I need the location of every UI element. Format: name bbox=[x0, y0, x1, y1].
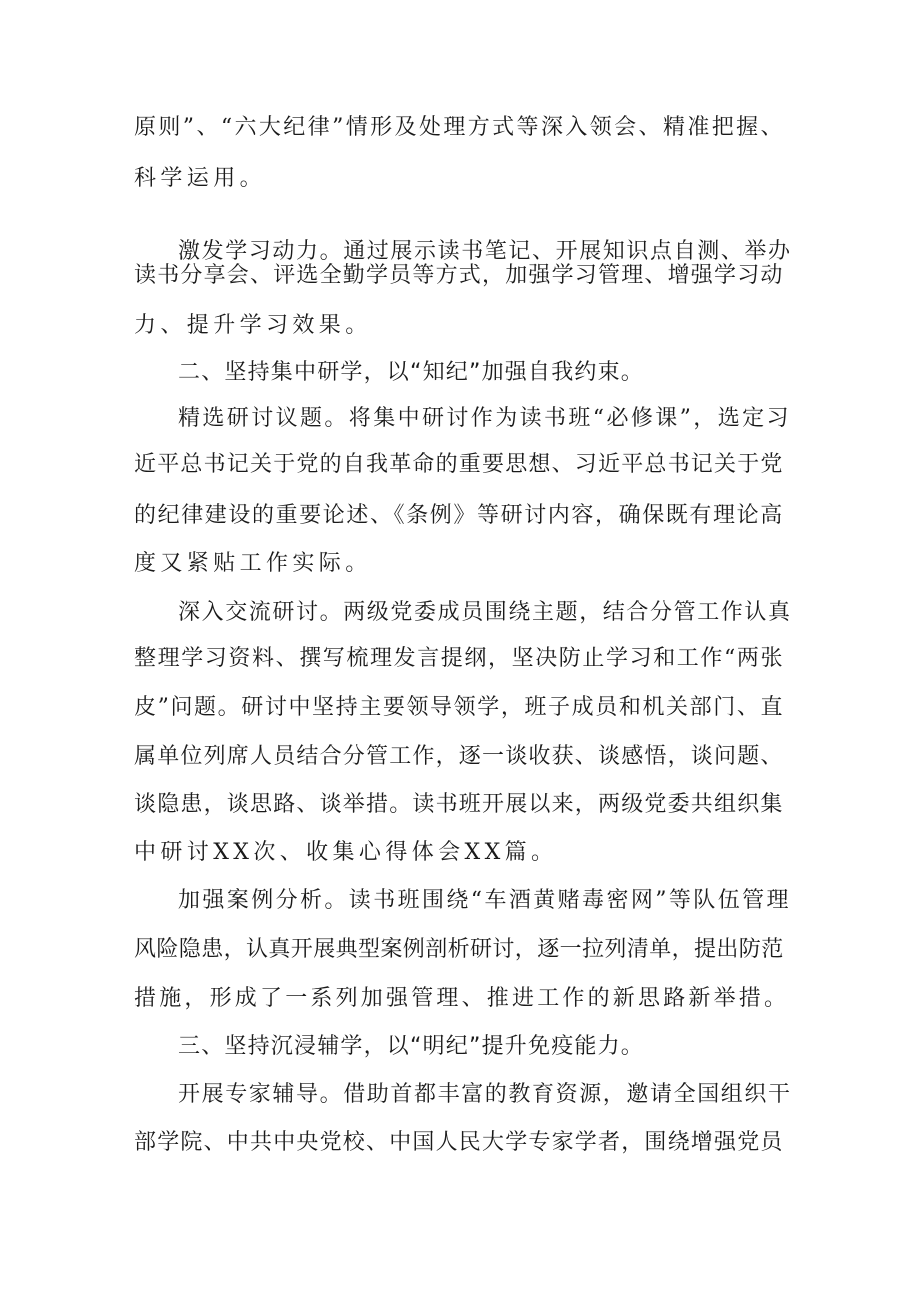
paragraph-line: 的纪律建设的重要论述、《条例》等研讨内容，确保既有理论高 bbox=[134, 503, 784, 528]
section-heading-3: 三、坚持沉浸辅学，以“明纪”提升免疫能力。 bbox=[178, 1034, 644, 1059]
paragraph-line: 开展专家辅导。借助首都丰富的教育资源，邀请全国组织干 bbox=[178, 1082, 792, 1107]
section-heading-2: 二、坚持集中研学，以“知纪”加强自我约束。 bbox=[178, 360, 644, 385]
paragraph-line: 谈隐患，谈思路、谈举措。读书班开展以来，两级党委共组织集 bbox=[134, 792, 784, 817]
paragraph-line: 措施，形成了一系列加强管理、推进工作的新思路新举措。 bbox=[134, 986, 790, 1011]
paragraph-line: 原则”、“六大纪律”情形及处理方式等深入领会、精准把握、 bbox=[134, 115, 785, 140]
paragraph-line: 中研讨XX次、收集心得体会XX篇。 bbox=[134, 840, 558, 865]
paragraph-line: 力、提升学习效果。 bbox=[134, 313, 372, 338]
paragraph-line: 科学运用。 bbox=[134, 166, 267, 191]
paragraph-line: 风险隐患，认真开展典型案例剖析研讨，逐一拉列清单，提出防范 bbox=[134, 937, 784, 962]
paragraph-line: 属单位列席人员结合分管工作，逐一谈收获、谈感悟，谈问题、 bbox=[134, 744, 784, 769]
paragraph-line: 激发学习动力。通过展示读书笔记、开展知识点自测、举办 bbox=[178, 239, 792, 264]
paragraph-line: 皮”问题。研讨中坚持主要领导领学，班子成员和机关部门、直 bbox=[134, 695, 785, 720]
paragraph-line: 近平总书记关于党的自我革命的重要思想、习近平总书记关于党 bbox=[134, 452, 784, 477]
paragraph-line: 部学院、中共中央党校、中国人民大学专家学者，围绕增强党员 bbox=[134, 1130, 784, 1155]
paragraph-line: 度又紧贴工作实际。 bbox=[134, 551, 372, 576]
paragraph-line: 读书分享会、评选全勤学员等方式，加强学习管理、增强学习动 bbox=[134, 263, 784, 288]
paragraph-line: 加强案例分析。读书班围绕“车酒黄赌毒密网”等队伍管理 bbox=[178, 888, 791, 913]
paragraph-line: 精选研讨议题。将集中研讨作为读书班“必修课”，选定习 bbox=[178, 406, 791, 431]
paragraph-line: 深入交流研讨。两级党委成员围绕主题，结合分管工作认真 bbox=[178, 600, 792, 625]
paragraph-line: 整理学习资料、撰写梳理发言提纲，坚决防止学习和工作“两张 bbox=[134, 646, 785, 671]
